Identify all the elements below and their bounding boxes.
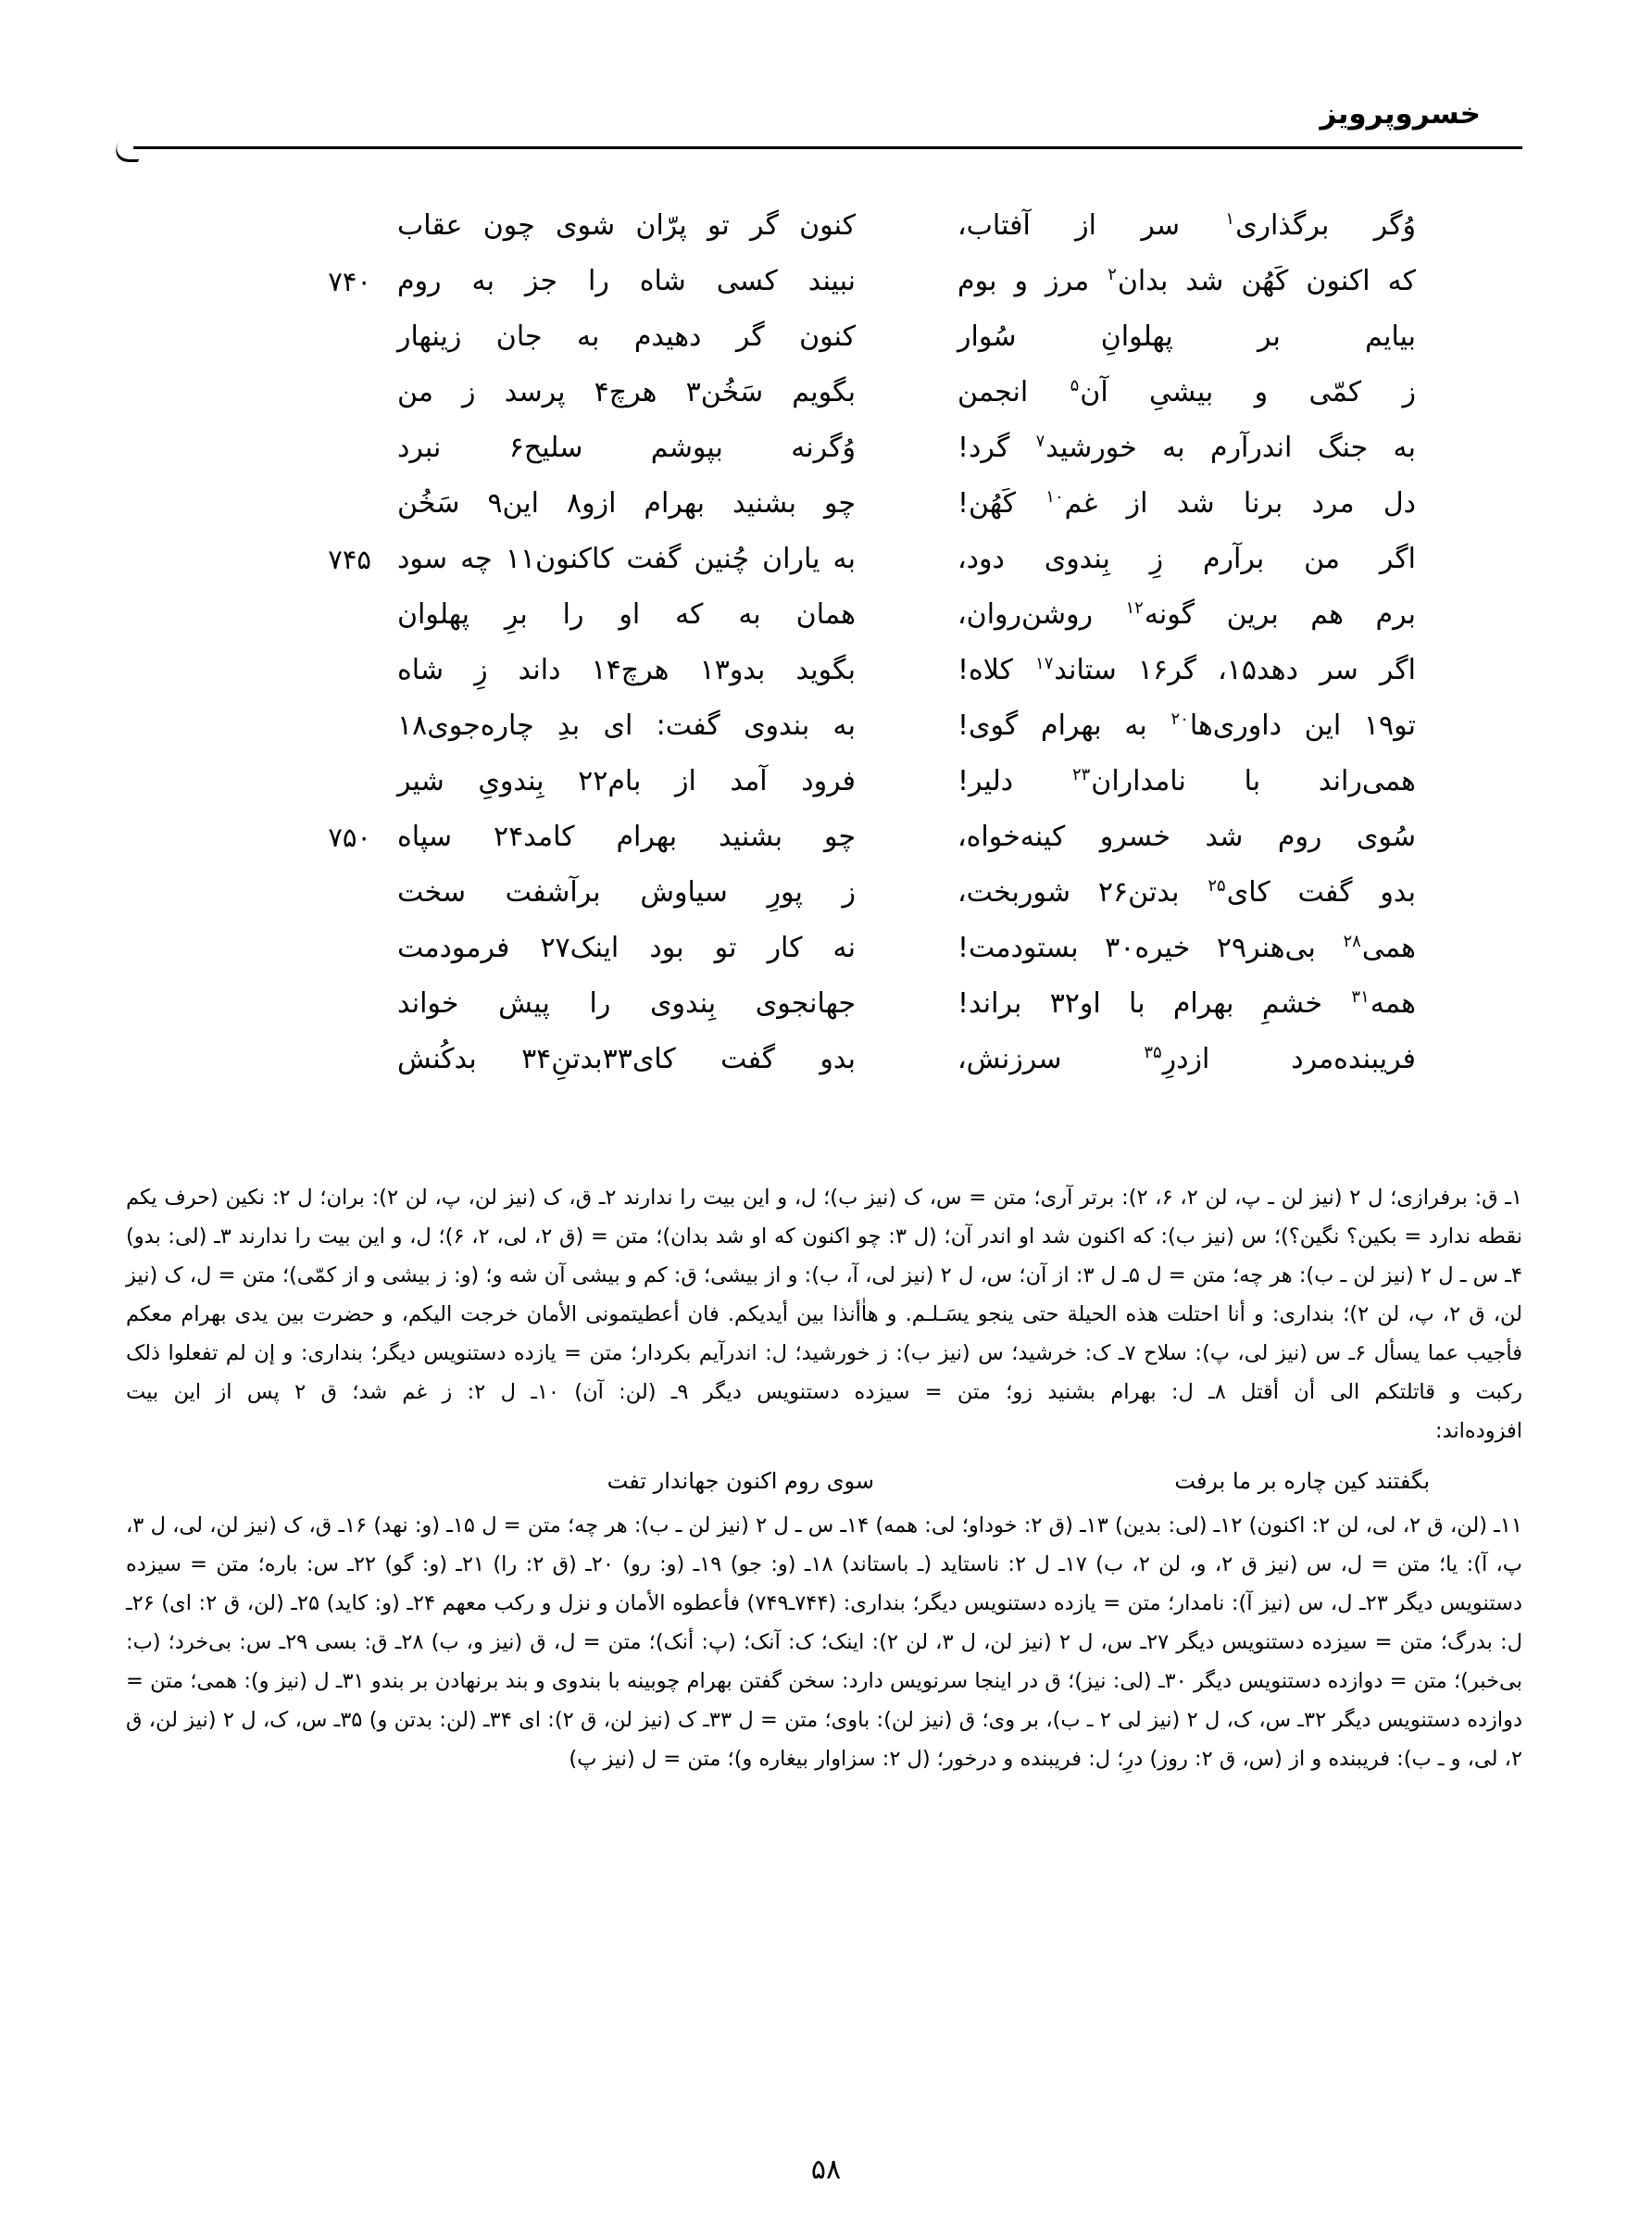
hemistich-right: به بندوی گفت: ای بدِ چاره‌جوی۱۸ (397, 709, 856, 742)
footnote-marker: ۱ (1225, 209, 1235, 229)
hemistich-right: بگوید بدو۱۳ هرچ۱۴ داند زِ شاه (397, 654, 856, 686)
hemistich-left: همه$^{۳۱}$ خشمِ بهرام با او۳۲ براند! (957, 987, 1416, 1020)
hemistich-left: تو۱۹ این داوری‌ها$^{۲۰}$ به بهرام گوی! (957, 709, 1416, 742)
hemistich-right: وُگرنه بپوشم سلیح۶ نبرد (397, 432, 856, 464)
hemistich-right: کنون گر دهیدم به جان زینهار (397, 320, 856, 353)
footnote-marker: ۲۵ (1208, 876, 1226, 896)
verse-number: ۷۵۰ (328, 822, 371, 853)
verse-row (0, 421, 1652, 477)
verse-number: ۷۴۰ (328, 266, 371, 297)
verse-row (0, 755, 1652, 810)
hemistich-left: همی$^{۲۸}$ بی‌هنر۲۹ خیره۳۰ بستودمت! (957, 932, 1416, 964)
verse-row (0, 255, 1652, 310)
hemistich-right: به یاران چُنین گفت کاکنون۱۱ چه سود (397, 543, 856, 575)
inset-hemistich-right: بگفتند کین چاره بر ما برفت (1174, 1468, 1430, 1494)
hemistich-right: ز پورِ سیاوش برآشفت سخت (397, 876, 856, 909)
hemistich-right: چو بشنید بهرام کامد۲۴ سپاه (397, 821, 856, 853)
verse-block (0, 199, 1652, 1088)
hemistich-left: بدو گفت کای$^{۲۵}$ بدتن۲۶ شوربخت، (957, 876, 1416, 909)
footnote-apparatus (126, 1178, 1522, 1778)
inset-hemistich-left: سوی روم اکنون جهاندار تفت (607, 1468, 874, 1494)
hemistich-left: دل مرد برنا شد از غم$^{۱۰}$ کَهُن! (957, 487, 1416, 520)
verse-row (0, 533, 1652, 588)
folio-number: ۵۸ (810, 2153, 842, 2186)
hemistich-right: چو بشنید بهرام ازو۸ این۹ سَخُن (397, 487, 856, 520)
hemistich-left: سُوی روم شد خسرو کینه‌خواه، (957, 821, 1416, 853)
header-rule (133, 146, 1522, 149)
verse-row (0, 588, 1652, 644)
hemistich-left: فریبنده‌مرد ازدرِ$^{۳۵}$ سرزنش، (957, 1043, 1416, 1075)
hemistich-right: همان به که او را برِ پهلوان (397, 598, 856, 631)
footnote-marker: ۳۵ (1144, 1043, 1162, 1062)
hemistich-left: اگر من برآرم زِ بِندوی دود، (957, 543, 1416, 575)
hemistich-left: وُگر برگذاری$^۱$ سر از آفتاب، (957, 209, 1416, 242)
verse-row (0, 810, 1652, 866)
hemistich-right: فرود آمد از بام۲۲ بِندویِ شیر (397, 765, 856, 797)
footnote-marker: ۷ (1035, 432, 1045, 451)
hemistich-left: ز کمّی و بیشیِ آن$^۵$ انجمن (957, 376, 1416, 408)
verse-row (0, 922, 1652, 977)
verse-row (0, 477, 1652, 533)
verse-row (0, 199, 1652, 255)
verse-row (0, 644, 1652, 699)
verse-row (0, 699, 1652, 755)
hemistich-right: بگویم سَخُن۳ هرچ۴ پرسد ز من (397, 376, 856, 408)
verse-number: ۷۴۵ (328, 544, 371, 575)
footnote-marker: ۱۰ (1045, 487, 1064, 507)
verse-row (0, 366, 1652, 421)
footnote-marker: ۲۳ (1071, 765, 1091, 784)
footnote-marker: ۲ (1108, 265, 1117, 284)
footnote-marker: ۲۸ (1343, 932, 1361, 951)
verse-row (0, 1033, 1652, 1088)
hemistich-left: برم هم برین گونه$^{۱۲}$ روشن‌روان، (957, 598, 1416, 631)
hemistich-right: کنون گر تو پرّان شوی چون عقاب (397, 209, 856, 242)
hemistich-left: که اکنون کَهُن شد بدان$^۲$ مرز و بوم (957, 265, 1416, 297)
hemistich-left: اگر سر دهد۱۵، گر۱۶ ستاند$^{۱۷}$ کلاه! (957, 654, 1416, 686)
running-head-title: خسروپرویز (1320, 97, 1481, 131)
note-paragraph: ۱ـ ق: برفرازی؛ ل ۲ (نیز لن ـ پ، لن ۲، ۶، ۲): برتر آری؛ متن = س، ک (نیز ب)؛ ل، و این بیت را ندارند ۲ـ ق، ک (نیز لن، پ، لن ۲): بران؛ ل ۲: نکین (حرف یکم نقطه ندارد = بکین؟ نگین؟)؛ س (نیز ب): که اکنون شد او اندر آن؛ (ل ۳: چو اکنون که او شد بدان)؛ متن = (ق ۲، لی، ۲، ۶)؛ ل، و این بیت را ندارند ۳ـ (لی: بدو) ۴ـ س ـ ل ۲ (نیز لن ـ ب): هر چه؛ متن = ل ۵ـ ل ۳: از آن؛ س، ل ۲ (نیز لی، آ، ب): و از بیشی؛ ق: کم و بیشی آن شه و؛ (و: ز بیشی و از کمّی)؛ متن = ل، ک (نیز لن، ق ۲، پ، لن ۲)؛ بنداری: و أنا احتلت هذه الحیلة حتی ینجو یسَـلـم. و هاٰأنذا بین أیدیکم. فان أعطیتمونی الأمان خرجت الیکم، و حضرت بین یدی بهرام معکم فأجیب عما یسأل ۶ـ س (نیز لی، پ): سلاح ۷ـ ک: خرشید؛ س (نیز ب): ز خورشید؛ ل: اندرآیم بکردار؛ متن = یازده دستنویس دیگر؛ بنداری: و إن لم تفعلوا ذلک رکبت و قاتلتکم الی أن أقتل ۸ـ ل: بهرام بشنید زو؛ متن = سیزده دستنویس دیگر ۹ـ (لن: آن) ۱۰ـ ل ۲: ز غم شد؛ ق ۲ پس از این بیت (126, 1186, 1523, 1404)
footnote-marker: ۳۱ (1351, 987, 1370, 1007)
hemistich-right: بدو گفت کای۳۳بدتنِ۳۴ بدکُنش (397, 1043, 856, 1075)
verse-row (0, 866, 1652, 922)
footnote-marker: ۱۲ (1125, 598, 1144, 618)
hemistich-right: نه کار تو بود اینک۲۷ فرمودمت (397, 932, 856, 964)
verse-row (0, 977, 1652, 1033)
footnote-marker: ۲۰ (1170, 709, 1189, 729)
hemistich-left: بیایم بر پهلوانِ سُوار (957, 320, 1416, 353)
note-tail: افزوده‌اند: (1435, 1419, 1522, 1443)
note-paragraph: ۱۱ـ (لن، ق ۲، لی، لن ۲: اکنون) ۱۲ـ (لی: بدین) ۱۳ـ (ق ۲: خوداو؛ لی: همه) ۱۴ـ س ـ ل ۲ (نیز لن ـ ب): هر چه؛ متن = ل ۱۵ـ (و: نهد) ۱۶ـ ق، ک (نیز لن، لی، ل ۳، پ، آ): یا؛ متن = ل، س (نیز ق ۲، و، لن ۲، ب) ۱۷ـ ل ۲: ناستاید (ـ باستاند) ۱۸ـ (و: جو) ۱۹ـ (و: رو) ۲۰ـ (ق ۲: را) ۲۱ـ (و: گو) ۲۲ـ س: باره؛ متن = سیزده دستنویس دیگر ۲۳ـ ل، س (نیز آ): نامدار؛ متن = یازده دستنویس دیگر؛ بنداری: (۷۴۴ـ۷۴۹) فأعطوه الأمان و نزل و رکب معهم ۲۴ـ (و: کاید) ۲۵ـ (لن، ق ۲: ای) ۲۶ـ ل: بدرگ؛ متن = سیزده دستنویس دیگر ۲۷ـ س، ل ۲ (نیز لن، ل ۳، لن ۲): اینک؛ ک: آنک؛ (پ: أنک)؛ متن = ل، ق (نیز و، ب) ۲۸ـ ق: بسی ۲۹ـ س: بی‌خرد؛ (ب: بی‌خبر)؛ متن = دوازده دستنویس دیگر ۳۰ـ (لی: نیز)؛ ق در اینجا سرنویس دارد: سخن گفتن بهرام چوبینه با بندوی و بند برنهادن بر بندو ۳۱ـ ل (نیز و): همی؛ متن = دوازده دستنویس دیگر ۳۲ـ س، ک، ل ۲ (نیز لی ۲ ـ ب)، بر وی؛ ق (نیز لن): باوی؛ متن = ل ۳۳ـ ک (نیز لن، ق ۲): ای ۳۴ـ (لن: بدتن و) ۳۵ـ س، ک، ل ۲ (نیز لن، ق ۲، لی، و ـ ب): فریبنده و از (س، ق ۲: روز) درِ؛ ل: فریبنده و درخور؛ (ل ۲: سزاوار بیغاره و)؛ متن = ل (نیز پ) (126, 1513, 1523, 1771)
footnote-marker: ۵ (1070, 376, 1080, 395)
hemistich-left: همی‌راند با نامداران$^{۲۳}$ دلیر! (957, 765, 1416, 797)
hemistich-right: جهانجوی بِندوی را پیش خواند (397, 987, 856, 1020)
inset-verse (126, 1460, 1522, 1502)
hemistich-left: به جنگ اندرآرم به خورشید$^۷$ گرد! (957, 432, 1416, 464)
verse-row (0, 310, 1652, 366)
hemistich-right: نبیند کسی شاه را جز به روم (397, 265, 856, 297)
running-head (0, 97, 1652, 156)
footnote-marker: ۱۷ (1035, 654, 1054, 673)
